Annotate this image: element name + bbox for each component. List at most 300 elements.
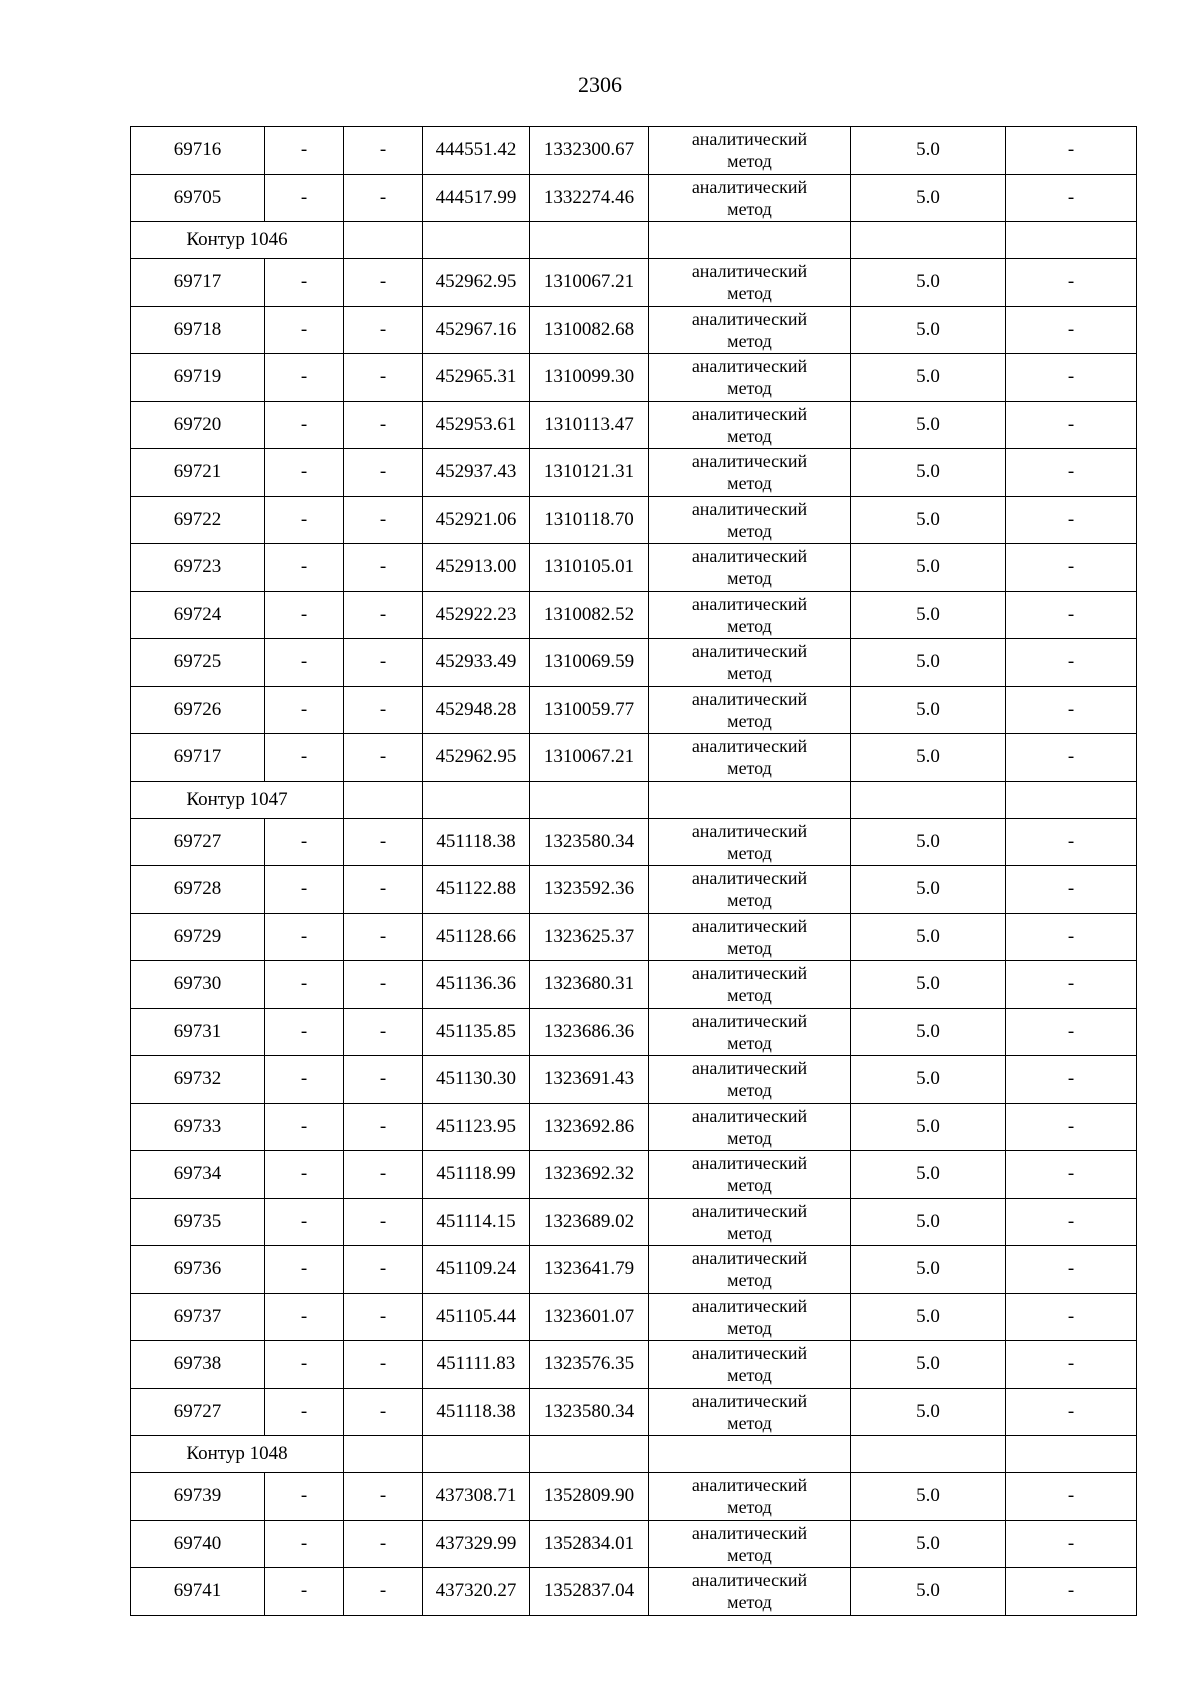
accuracy-cell: 5.0	[851, 1056, 1006, 1104]
method-line-1: аналитический	[691, 820, 808, 841]
accuracy-cell: 5.0	[851, 127, 1006, 175]
dash-cell: -	[344, 1388, 423, 1436]
x-coordinate-cell: 452953.61	[423, 401, 530, 449]
x-coordinate-cell: 444517.99	[423, 174, 530, 222]
dash-cell: -	[344, 354, 423, 402]
empty-cell	[1006, 222, 1137, 259]
x-coordinate-cell: 452921.06	[423, 496, 530, 544]
point-id-cell: 69716	[131, 127, 265, 175]
accuracy-cell: 5.0	[851, 591, 1006, 639]
y-coordinate-cell: 1323680.31	[530, 961, 649, 1009]
point-id-cell: 69733	[131, 1103, 265, 1151]
method-line-1: аналитический	[691, 1295, 808, 1316]
table-row	[131, 1568, 1137, 1616]
table-row	[131, 1520, 1137, 1568]
empty-cell	[423, 1436, 530, 1473]
accuracy-cell: 5.0	[851, 734, 1006, 782]
empty-cell	[530, 781, 649, 818]
dash-cell: -	[265, 127, 344, 175]
table-row	[131, 1293, 1137, 1341]
y-coordinate-cell: 1323692.86	[530, 1103, 649, 1151]
dash-cell: -	[265, 354, 344, 402]
dash-cell: -	[344, 913, 423, 961]
y-coordinate-cell: 1332274.46	[530, 174, 649, 222]
dash-cell: -	[265, 1473, 344, 1521]
dash-cell: -	[265, 734, 344, 782]
point-id-cell: 69734	[131, 1151, 265, 1199]
dash-cell: -	[265, 866, 344, 914]
accuracy-cell: 5.0	[851, 686, 1006, 734]
method-cell	[649, 544, 851, 592]
x-coordinate-cell: 451118.99	[423, 1151, 530, 1199]
dash-cell: -	[1006, 1341, 1137, 1389]
method-line-1: аналитический	[691, 915, 808, 936]
y-coordinate-cell: 1310082.52	[530, 591, 649, 639]
point-id-cell: 69727	[131, 1388, 265, 1436]
method-line-1: аналитический	[691, 498, 808, 519]
method-line-2: метод	[727, 1365, 772, 1386]
table-row	[131, 496, 1137, 544]
dash-cell: -	[344, 127, 423, 175]
method-line-2: метод	[727, 615, 772, 636]
point-id-cell: 69726	[131, 686, 265, 734]
dash-cell: -	[344, 496, 423, 544]
method-line-2: метод	[727, 1222, 772, 1243]
point-id-cell: 69736	[131, 1246, 265, 1294]
method-line-2: метод	[727, 1412, 772, 1433]
method-cell	[649, 496, 851, 544]
dash-cell: -	[344, 1568, 423, 1616]
y-coordinate-cell: 1323686.36	[530, 1008, 649, 1056]
method-line-2: метод	[727, 151, 772, 172]
accuracy-cell: 5.0	[851, 1293, 1006, 1341]
y-coordinate-cell: 1323580.34	[530, 1388, 649, 1436]
empty-cell	[649, 1436, 851, 1473]
dash-cell: -	[344, 449, 423, 497]
x-coordinate-cell: 451122.88	[423, 866, 530, 914]
table-body	[131, 127, 1137, 1616]
dash-cell: -	[265, 174, 344, 222]
dash-cell: -	[344, 1473, 423, 1521]
y-coordinate-cell: 1323625.37	[530, 913, 649, 961]
empty-cell	[649, 781, 851, 818]
x-coordinate-cell: 451123.95	[423, 1103, 530, 1151]
y-coordinate-cell: 1310067.21	[530, 259, 649, 307]
dash-cell: -	[265, 1388, 344, 1436]
method-cell	[649, 961, 851, 1009]
table-row	[131, 544, 1137, 592]
empty-cell	[423, 781, 530, 818]
contour-header-row	[131, 1436, 1137, 1473]
point-id-cell: 69719	[131, 354, 265, 402]
method-cell	[649, 1341, 851, 1389]
method-line-1: аналитический	[691, 593, 808, 614]
y-coordinate-cell: 1310105.01	[530, 544, 649, 592]
x-coordinate-cell: 452962.95	[423, 734, 530, 782]
method-cell	[649, 1056, 851, 1104]
method-line-2: метод	[727, 330, 772, 351]
method-line-1: аналитический	[691, 963, 808, 984]
y-coordinate-cell: 1352809.90	[530, 1473, 649, 1521]
method-line-1: аналитический	[691, 1200, 808, 1221]
dash-cell: -	[1006, 127, 1137, 175]
x-coordinate-cell: 451135.85	[423, 1008, 530, 1056]
table-row	[131, 401, 1137, 449]
point-id-cell: 69737	[131, 1293, 265, 1341]
y-coordinate-cell: 1323689.02	[530, 1198, 649, 1246]
method-line-1: аналитический	[691, 1343, 808, 1364]
point-id-cell: 69723	[131, 544, 265, 592]
dash-cell: -	[265, 913, 344, 961]
dash-cell: -	[344, 591, 423, 639]
point-id-cell: 69738	[131, 1341, 265, 1389]
method-cell	[649, 259, 851, 307]
dash-cell: -	[265, 1103, 344, 1151]
dash-cell: -	[265, 818, 344, 866]
dash-cell: -	[1006, 1198, 1137, 1246]
method-cell	[649, 818, 851, 866]
dash-cell: -	[1006, 1151, 1137, 1199]
method-line-2: метод	[727, 1544, 772, 1565]
dash-cell: -	[1006, 1568, 1137, 1616]
method-line-1: аналитический	[691, 1058, 808, 1079]
x-coordinate-cell: 451130.30	[423, 1056, 530, 1104]
dash-cell: -	[1006, 401, 1137, 449]
dash-cell: -	[344, 866, 423, 914]
method-line-2: метод	[727, 198, 772, 219]
method-line-1: аналитический	[691, 451, 808, 472]
method-cell	[649, 174, 851, 222]
method-cell	[649, 1293, 851, 1341]
method-line-2: метод	[727, 1592, 772, 1613]
accuracy-cell: 5.0	[851, 639, 1006, 687]
accuracy-cell: 5.0	[851, 1568, 1006, 1616]
method-line-2: метод	[727, 937, 772, 958]
dash-cell: -	[265, 591, 344, 639]
y-coordinate-cell: 1310099.30	[530, 354, 649, 402]
point-id-cell: 69728	[131, 866, 265, 914]
accuracy-cell: 5.0	[851, 1246, 1006, 1294]
empty-cell	[851, 1436, 1006, 1473]
table-row	[131, 1198, 1137, 1246]
method-line-1: аналитический	[691, 129, 808, 150]
contour-header-row	[131, 222, 1137, 259]
x-coordinate-cell: 451105.44	[423, 1293, 530, 1341]
method-line-2: метод	[727, 1497, 772, 1518]
dash-cell: -	[265, 306, 344, 354]
accuracy-cell: 5.0	[851, 1473, 1006, 1521]
method-line-1: аналитический	[691, 356, 808, 377]
empty-cell	[649, 222, 851, 259]
table-row	[131, 1103, 1137, 1151]
table-row	[131, 306, 1137, 354]
empty-cell	[1006, 781, 1137, 818]
method-line-1: аналитический	[691, 546, 808, 567]
method-line-2: метод	[727, 1270, 772, 1291]
accuracy-cell: 5.0	[851, 306, 1006, 354]
dash-cell: -	[344, 544, 423, 592]
dash-cell: -	[265, 1008, 344, 1056]
method-cell	[649, 354, 851, 402]
method-line-1: аналитический	[691, 1390, 808, 1411]
dash-cell: -	[1006, 866, 1137, 914]
dash-cell: -	[344, 1293, 423, 1341]
y-coordinate-cell: 1323691.43	[530, 1056, 649, 1104]
dash-cell: -	[344, 1198, 423, 1246]
method-cell	[649, 591, 851, 639]
point-id-cell: 69727	[131, 818, 265, 866]
table-row	[131, 449, 1137, 497]
x-coordinate-cell: 452965.31	[423, 354, 530, 402]
table-row	[131, 174, 1137, 222]
x-coordinate-cell: 452913.00	[423, 544, 530, 592]
point-id-cell: 69717	[131, 734, 265, 782]
dash-cell: -	[1006, 1473, 1137, 1521]
point-id-cell: 69739	[131, 1473, 265, 1521]
x-coordinate-cell: 451114.15	[423, 1198, 530, 1246]
accuracy-cell: 5.0	[851, 1520, 1006, 1568]
method-line-2: метод	[727, 890, 772, 911]
method-line-2: метод	[727, 473, 772, 494]
dash-cell: -	[265, 496, 344, 544]
point-id-cell: 69721	[131, 449, 265, 497]
table-row	[131, 1473, 1137, 1521]
dash-cell: -	[265, 686, 344, 734]
empty-cell	[344, 222, 423, 259]
table-row	[131, 1246, 1137, 1294]
table-row	[131, 1056, 1137, 1104]
method-line-1: аналитический	[691, 176, 808, 197]
dash-cell: -	[1006, 639, 1137, 687]
method-cell	[649, 639, 851, 687]
accuracy-cell: 5.0	[851, 1103, 1006, 1151]
dash-cell: -	[344, 1341, 423, 1389]
method-cell	[649, 1008, 851, 1056]
x-coordinate-cell: 451118.38	[423, 818, 530, 866]
dash-cell: -	[1006, 1388, 1137, 1436]
method-line-1: аналитический	[691, 1153, 808, 1174]
dash-cell: -	[344, 1151, 423, 1199]
dash-cell: -	[265, 1520, 344, 1568]
x-coordinate-cell: 451118.38	[423, 1388, 530, 1436]
dash-cell: -	[1006, 174, 1137, 222]
y-coordinate-cell: 1323580.34	[530, 818, 649, 866]
dash-cell: -	[265, 449, 344, 497]
x-coordinate-cell: 451128.66	[423, 913, 530, 961]
table-row	[131, 639, 1137, 687]
method-cell	[649, 401, 851, 449]
dash-cell: -	[1006, 734, 1137, 782]
method-line-2: метод	[727, 842, 772, 863]
method-line-2: метод	[727, 1127, 772, 1148]
point-id-cell: 69735	[131, 1198, 265, 1246]
table-row	[131, 354, 1137, 402]
x-coordinate-cell: 452948.28	[423, 686, 530, 734]
accuracy-cell: 5.0	[851, 1198, 1006, 1246]
accuracy-cell: 5.0	[851, 496, 1006, 544]
method-cell	[649, 866, 851, 914]
y-coordinate-cell: 1310113.47	[530, 401, 649, 449]
accuracy-cell: 5.0	[851, 1388, 1006, 1436]
point-id-cell: 69741	[131, 1568, 265, 1616]
accuracy-cell: 5.0	[851, 544, 1006, 592]
accuracy-cell: 5.0	[851, 1341, 1006, 1389]
method-line-2: метод	[727, 710, 772, 731]
empty-cell	[344, 781, 423, 818]
table-row	[131, 866, 1137, 914]
x-coordinate-cell: 437320.27	[423, 1568, 530, 1616]
y-coordinate-cell: 1310118.70	[530, 496, 649, 544]
method-cell	[649, 449, 851, 497]
method-line-1: аналитический	[691, 1248, 808, 1269]
contour-label: Контур 1046	[131, 222, 344, 259]
accuracy-cell: 5.0	[851, 1008, 1006, 1056]
point-id-cell: 69720	[131, 401, 265, 449]
empty-cell	[1006, 1436, 1137, 1473]
dash-cell: -	[1006, 961, 1137, 1009]
point-id-cell: 69732	[131, 1056, 265, 1104]
table-row	[131, 259, 1137, 307]
method-line-1: аналитический	[691, 261, 808, 282]
dash-cell: -	[1006, 306, 1137, 354]
method-line-2: метод	[727, 568, 772, 589]
method-line-2: метод	[727, 985, 772, 1006]
table-row	[131, 686, 1137, 734]
empty-cell	[423, 222, 530, 259]
method-line-2: метод	[727, 1317, 772, 1338]
dash-cell: -	[344, 1008, 423, 1056]
dash-cell: -	[265, 1151, 344, 1199]
method-line-1: аналитический	[691, 1010, 808, 1031]
table-row	[131, 734, 1137, 782]
dash-cell: -	[265, 259, 344, 307]
dash-cell: -	[1006, 913, 1137, 961]
x-coordinate-cell: 452967.16	[423, 306, 530, 354]
point-id-cell: 69729	[131, 913, 265, 961]
method-line-1: аналитический	[691, 868, 808, 889]
dash-cell: -	[265, 1568, 344, 1616]
table-row	[131, 913, 1137, 961]
dash-cell: -	[1006, 1520, 1137, 1568]
x-coordinate-cell: 444551.42	[423, 127, 530, 175]
method-cell	[649, 306, 851, 354]
dash-cell: -	[1006, 496, 1137, 544]
dash-cell: -	[344, 961, 423, 1009]
x-coordinate-cell: 452937.43	[423, 449, 530, 497]
y-coordinate-cell: 1323592.36	[530, 866, 649, 914]
empty-cell	[851, 781, 1006, 818]
method-cell	[649, 1568, 851, 1616]
point-id-cell: 69725	[131, 639, 265, 687]
dash-cell: -	[344, 306, 423, 354]
x-coordinate-cell: 451136.36	[423, 961, 530, 1009]
x-coordinate-cell: 437329.99	[423, 1520, 530, 1568]
method-line-1: аналитический	[691, 1570, 808, 1591]
dash-cell: -	[1006, 354, 1137, 402]
point-id-cell: 69730	[131, 961, 265, 1009]
accuracy-cell: 5.0	[851, 259, 1006, 307]
method-line-2: метод	[727, 758, 772, 779]
x-coordinate-cell: 451109.24	[423, 1246, 530, 1294]
dash-cell: -	[344, 1103, 423, 1151]
dash-cell: -	[265, 1198, 344, 1246]
method-cell	[649, 1198, 851, 1246]
method-line-1: аналитический	[691, 403, 808, 424]
point-id-cell: 69722	[131, 496, 265, 544]
page-number: 2306	[578, 72, 622, 97]
dash-cell: -	[1006, 1056, 1137, 1104]
point-id-cell: 69731	[131, 1008, 265, 1056]
method-line-2: метод	[727, 425, 772, 446]
method-line-2: метод	[727, 1080, 772, 1101]
dash-cell: -	[1006, 1293, 1137, 1341]
dash-cell: -	[1006, 544, 1137, 592]
accuracy-cell: 5.0	[851, 866, 1006, 914]
method-line-2: метод	[727, 663, 772, 684]
dash-cell: -	[1006, 259, 1137, 307]
dash-cell: -	[344, 401, 423, 449]
dash-cell: -	[344, 1246, 423, 1294]
dash-cell: -	[344, 1056, 423, 1104]
method-cell	[649, 913, 851, 961]
dash-cell: -	[1006, 1103, 1137, 1151]
dash-cell: -	[344, 734, 423, 782]
method-cell	[649, 1388, 851, 1436]
empty-cell	[851, 222, 1006, 259]
accuracy-cell: 5.0	[851, 401, 1006, 449]
y-coordinate-cell: 1310069.59	[530, 639, 649, 687]
dash-cell: -	[265, 639, 344, 687]
method-line-2: метод	[727, 520, 772, 541]
table-row	[131, 961, 1137, 1009]
point-id-cell: 69705	[131, 174, 265, 222]
point-id-cell: 69740	[131, 1520, 265, 1568]
method-cell	[649, 127, 851, 175]
method-cell	[649, 1103, 851, 1151]
table-row	[131, 1008, 1137, 1056]
method-line-2: метод	[727, 283, 772, 304]
y-coordinate-cell: 1352834.01	[530, 1520, 649, 1568]
table-row	[131, 1151, 1137, 1199]
x-coordinate-cell: 452933.49	[423, 639, 530, 687]
y-coordinate-cell: 1323641.79	[530, 1246, 649, 1294]
dash-cell: -	[265, 1341, 344, 1389]
dash-cell: -	[1006, 686, 1137, 734]
method-line-1: аналитический	[691, 736, 808, 757]
accuracy-cell: 5.0	[851, 449, 1006, 497]
table-row	[131, 1388, 1137, 1436]
table-row	[131, 591, 1137, 639]
method-line-2: метод	[727, 1175, 772, 1196]
accuracy-cell: 5.0	[851, 354, 1006, 402]
y-coordinate-cell: 1310059.77	[530, 686, 649, 734]
method-line-2: метод	[727, 378, 772, 399]
table-row	[131, 818, 1137, 866]
dash-cell: -	[344, 1520, 423, 1568]
accuracy-cell: 5.0	[851, 1151, 1006, 1199]
empty-cell	[530, 1436, 649, 1473]
table-row	[131, 127, 1137, 175]
y-coordinate-cell: 1310067.21	[530, 734, 649, 782]
x-coordinate-cell: 452922.23	[423, 591, 530, 639]
y-coordinate-cell: 1323601.07	[530, 1293, 649, 1341]
method-line-2: метод	[727, 1032, 772, 1053]
y-coordinate-cell: 1323692.32	[530, 1151, 649, 1199]
dash-cell: -	[265, 1056, 344, 1104]
empty-cell	[530, 222, 649, 259]
x-coordinate-cell: 452962.95	[423, 259, 530, 307]
method-cell	[649, 686, 851, 734]
